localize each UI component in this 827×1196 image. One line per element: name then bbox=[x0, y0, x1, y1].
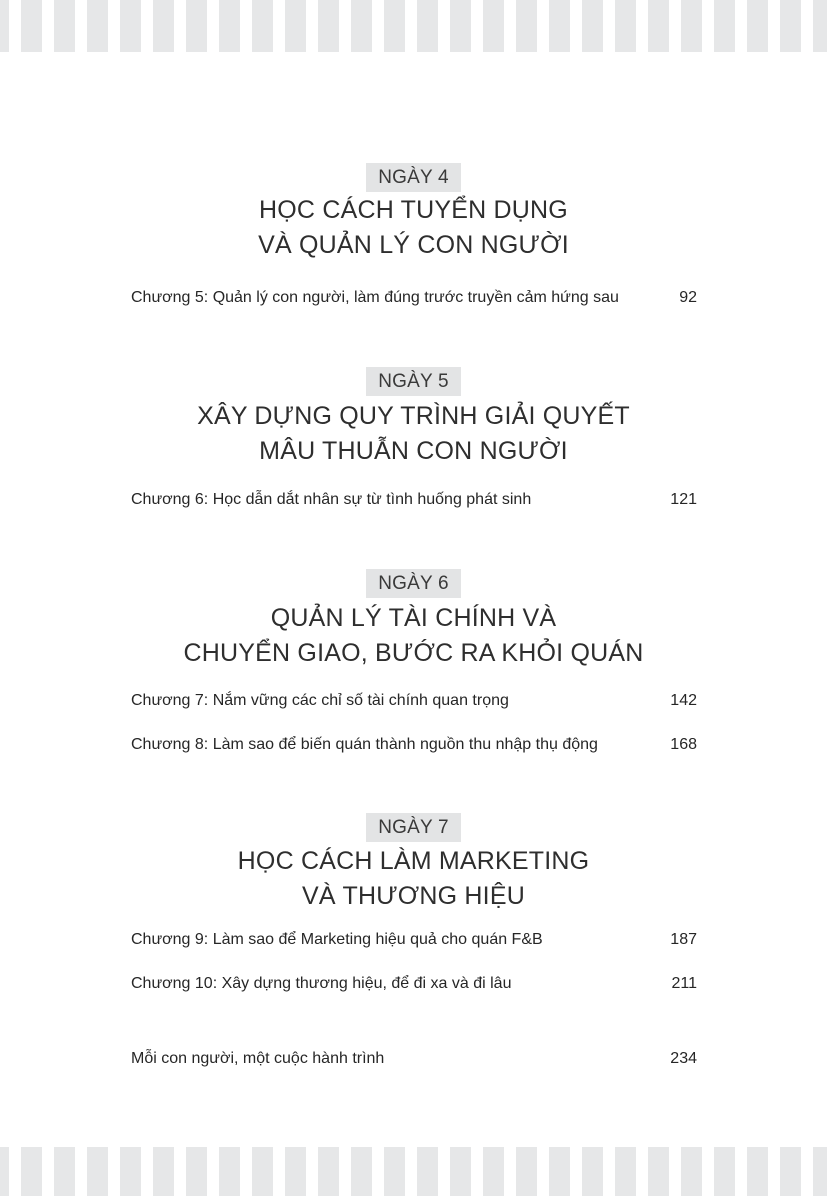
toc-entry[interactable] bbox=[131, 973, 697, 995]
toc-entry-final[interactable] bbox=[131, 1048, 697, 1070]
bottom-stripe-border bbox=[0, 1147, 827, 1196]
toc-entry[interactable] bbox=[131, 734, 697, 756]
section-title-day-5 bbox=[0, 399, 827, 469]
toc-entry-page: 92 bbox=[679, 289, 697, 306]
toc-entry[interactable] bbox=[131, 929, 697, 951]
top-stripe-border bbox=[0, 0, 827, 52]
section-title-line: QUẢN LÝ TÀI CHÍNH VÀ bbox=[270, 604, 557, 632]
section-title-line: VÀ THƯƠNG HIỆU bbox=[302, 882, 525, 910]
toc-entry-title: Chương 6: Học dẫn dắt nhân sự từ tình huống phát sinh bbox=[131, 491, 532, 508]
section-title-day-7 bbox=[0, 844, 827, 914]
toc-entry-title: Chương 9: Làm sao để Marketing hiệu quả cho quán F&B bbox=[131, 931, 543, 948]
section-title-line: CHUYỂN GIAO, BƯỚC RA KHỎI QUÁN bbox=[183, 639, 644, 667]
toc-entry[interactable] bbox=[131, 690, 697, 712]
day-7-tag-wrap bbox=[0, 813, 827, 842]
day-4-tag-wrap bbox=[0, 163, 827, 192]
toc-entry-title: Chương 7: Nắm vững các chỉ số tài chính quan trọng bbox=[131, 692, 509, 709]
toc-entry-title: Mỗi con người, một cuộc hành trình bbox=[131, 1050, 385, 1067]
toc-entry-page: 142 bbox=[670, 692, 697, 709]
section-title-day-6 bbox=[0, 601, 827, 671]
toc-entry-page: 234 bbox=[670, 1050, 697, 1067]
toc-entry[interactable] bbox=[131, 287, 697, 309]
section-title-line: HỌC CÁCH TUYỂN DỤNG bbox=[259, 196, 568, 224]
section-title-day-4 bbox=[0, 193, 827, 263]
toc-entry-title: Chương 8: Làm sao để biến quán thành nguồn thu nhập thụ động bbox=[131, 736, 598, 753]
toc-entry[interactable] bbox=[131, 489, 697, 511]
day-tag: NGÀY 5 bbox=[366, 367, 461, 396]
day-5-tag-wrap bbox=[0, 367, 827, 396]
day-tag: NGÀY 4 bbox=[366, 163, 461, 192]
toc-entry-title: Chương 10: Xây dựng thương hiệu, để đi xa và đi lâu bbox=[131, 975, 512, 992]
section-title-line: HỌC CÁCH LÀM MARKETING bbox=[237, 847, 590, 875]
toc-entry-title: Chương 5: Quản lý con người, làm đúng trước truyền cảm hứng sau bbox=[131, 289, 619, 306]
day-tag: NGÀY 6 bbox=[366, 569, 461, 598]
section-title-line: XÂY DỰNG QUY TRÌNH GIẢI QUYẾT bbox=[197, 402, 630, 430]
toc-entry-page: 187 bbox=[670, 931, 697, 948]
day-tag: NGÀY 7 bbox=[366, 813, 461, 842]
day-6-tag-wrap bbox=[0, 569, 827, 598]
toc-entry-page: 211 bbox=[671, 975, 697, 992]
toc-entry-page: 168 bbox=[670, 736, 697, 753]
section-title-line: MÂU THUẪN CON NGƯỜI bbox=[259, 437, 568, 465]
toc-entry-page: 121 bbox=[670, 491, 697, 508]
section-title-line: VÀ QUẢN LÝ CON NGƯỜI bbox=[258, 231, 569, 259]
